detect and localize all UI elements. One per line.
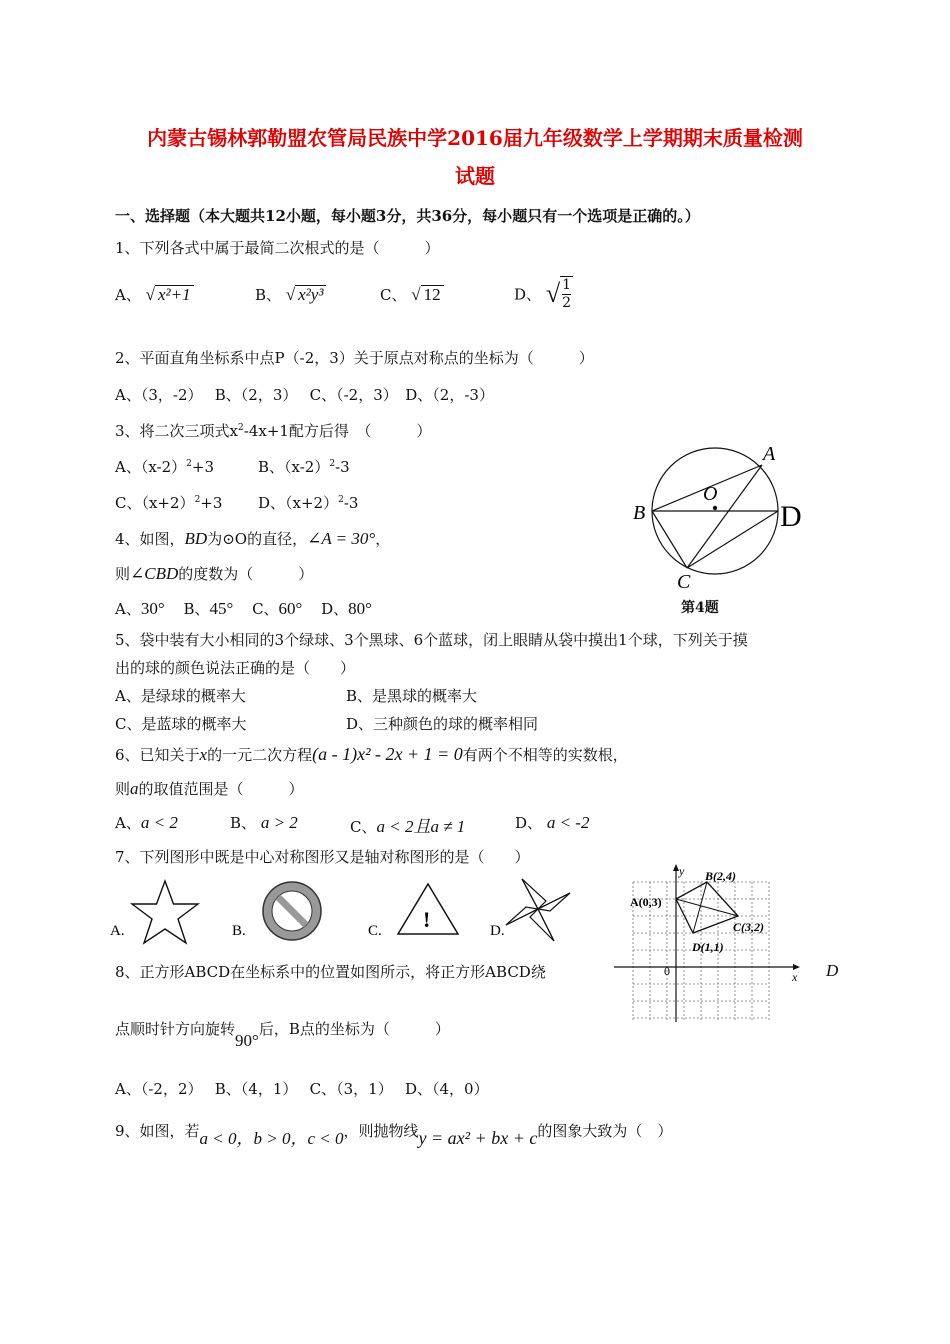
diagonal-bd	[693, 882, 707, 933]
q4-figure-caption: 第4题	[681, 600, 719, 616]
q7-stem: 7、下列图形中既是中心对称图形又是轴对称图形的是（ ）	[115, 848, 530, 866]
star-shape	[132, 881, 198, 943]
graph-label-b: B(2,4)	[705, 869, 736, 883]
q1-option-b: B、 √ x²y³	[255, 284, 326, 305]
q7-shapes	[110, 875, 590, 950]
q6-option-d: D、 a < -2	[515, 813, 590, 832]
q3-option-c: C、$(x+2)^2+3$	[115, 494, 223, 512]
q7-label-c: C.	[368, 923, 382, 939]
q8-line1-tail: D	[826, 961, 839, 980]
q4-line2: 则∠CBD的度数为（ ）	[115, 564, 314, 583]
q5-option-c: C、是蓝球的概率大	[115, 715, 247, 733]
center-dot	[713, 506, 717, 510]
q3-option-a: A、$(x-2)^2+3$	[115, 458, 214, 476]
doc-title-line2: 试题	[455, 164, 495, 188]
label-o: O	[703, 483, 718, 505]
q8-line2: 点顺时针方向旋转90°后，B点的坐标为（ ）	[115, 1020, 450, 1050]
q3-stem: 3、将二次三项式$x^2-4x+1$配方后得 （ ）	[115, 422, 432, 440]
graph-label-c: C(3,2)	[733, 920, 764, 934]
warning-exclaim: !	[423, 907, 431, 932]
q8-line1: 8、正方形ABCD在坐标系中的位置如图所示，将正方形ABCD绕	[115, 963, 546, 981]
graph-label-a: A(0,3)	[630, 895, 662, 909]
label-a: A	[763, 443, 776, 465]
q4-options: A、30° B、45° C、60° D、80°	[115, 599, 372, 618]
q4-line1: 4、如图，BD为⊙O的直径，∠A = 30°，	[115, 529, 391, 548]
q5-line2: 出的球的颜色说法正确的是（ ）	[115, 659, 356, 677]
q3-option-d: D、$(x+2)^2-3$	[258, 494, 359, 512]
diagonal-ac	[676, 899, 738, 916]
q2-options: A、（3，-2） B、（2，3） C、（-2，3） D、（2，-3）	[115, 386, 494, 404]
q7-label-a: A.	[110, 923, 125, 939]
q6-option-b: B、 a > 2	[230, 813, 298, 832]
graph-label-d: D(1,1)	[692, 940, 724, 954]
q7-label-b: B.	[232, 923, 246, 939]
chord-cd	[687, 511, 778, 568]
q5-option-d: D、三种颜色的球的概率相同	[346, 715, 539, 733]
q6-option-a: A、a < 2	[115, 813, 178, 832]
q6-option-c: C、a < 2且a ≠ 1	[350, 817, 466, 836]
q5-line1: 5、袋中装有大小相同的3个绿球、3个黑球、6个蓝球，闭上眼睛从袋中摸出1个球，下列关于摸	[115, 631, 748, 649]
doc-title-line1: 内蒙古锡林郭勒盟农管局民族中学2016届九年级数学上学期期末质量检测	[147, 126, 803, 150]
q8-grid-figure	[608, 862, 808, 1022]
q5-option-a: A、是绿球的概率大	[115, 687, 246, 705]
q1-option-d: D、 √ $\frac{1}{2}$	[514, 277, 572, 311]
section-heading: 一、选择题（本大题共12小题，每小题3分，共36分，每小题只有一个选项是正确的。）	[115, 207, 700, 225]
q1-option-c: C、 √ 12	[380, 284, 444, 305]
graph-origin-label: 0	[664, 964, 670, 978]
graph-x-label: x	[792, 970, 798, 984]
q3-option-b: B、$(x-2)^2-3$	[258, 458, 350, 476]
pinwheel-shape	[506, 879, 570, 941]
q9-stem: 9、如图，若a < 0，b > 0，c < 0，则抛物线y = ax² + bx + c的图象大致为（ ）	[115, 1122, 673, 1148]
q1-stem: 1、下列各式中属于最简二次根式的是（ ）	[115, 239, 440, 257]
q8-options: A、（-2，2） B、（4，1） C、（3，1） D、（4，0）	[115, 1080, 489, 1098]
q7-label-d: D.	[490, 923, 505, 939]
q2-stem: 2、平面直角坐标系中点P（-2，3）关于原点对称点的坐标为（ ）	[115, 349, 594, 367]
q1-option-a: A、 √ x²+1	[115, 284, 194, 305]
graph-y-label: y	[679, 864, 685, 878]
label-c: C	[677, 571, 691, 593]
q6-line2: 则a的取值范围是（ ）	[115, 779, 304, 798]
q5-option-b: B、是黑球的概率大	[346, 687, 478, 705]
q6-line1: 6、已知关于x的一元二次方程(a - 1)x² - 2x + 1 = 0有两个不相等的实数根，	[115, 744, 628, 764]
chord-bc	[652, 511, 687, 568]
q4-circle-figure	[625, 440, 815, 600]
label-b: B	[633, 502, 646, 524]
label-d: D	[780, 500, 802, 533]
